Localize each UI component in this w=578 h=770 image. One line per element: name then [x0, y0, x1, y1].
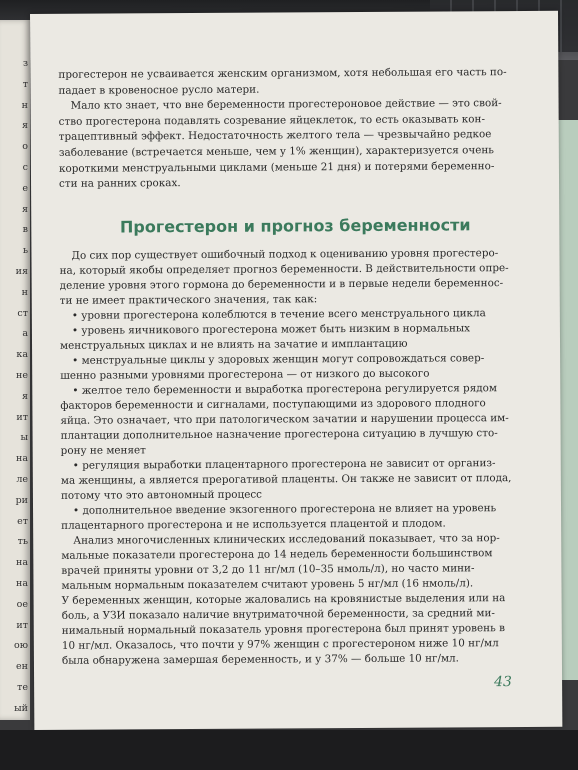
text-line: потому что это автономный процесс: [60, 488, 263, 502]
text-line: заболевание (встречается меньше, чем у 1% женщин), характеризуется очень: [58, 144, 494, 159]
text-line: • желтое тело беременности и выработка прогестерона регулируется рядом: [72, 382, 498, 397]
text-line: • уровень яичникового прогестерона может быть низким в нормальных: [71, 322, 471, 337]
left-page-fragment: е: [22, 182, 28, 194]
left-page-fragment: я: [22, 120, 28, 132]
text-line: трацептивный эффект. Недостаточность желтого тела — чрезвычайно редкое: [58, 128, 492, 144]
text-line: плантации дополнительное назначение прогестерона ситуацию в лучшую сто-: [60, 427, 498, 442]
bottom-shadow: [0, 730, 578, 770]
text-line: • регуляция выработки плацентарного прогестерона не зависит от организ-: [72, 457, 496, 472]
left-page-fragment: ою: [14, 640, 28, 652]
text-line: 10 нг/мл. Оказалось, что почти у 97% женщин с прогестероном ниже 10 нг/мл: [61, 637, 499, 652]
text-line: нимальный нормальный показатель уровня прогестерона был принят уровень в: [61, 622, 505, 637]
text-line: • менструальные циклы у здоровых женщин могут сопровождаться совер-: [72, 352, 485, 367]
left-page-fragment: а: [22, 328, 28, 340]
left-page-fragment: ый: [14, 702, 28, 714]
left-page-fragment: н: [21, 286, 28, 298]
left-page-fragment: ы: [20, 432, 28, 444]
left-page-fragment: ст: [17, 307, 28, 319]
text-line: Анализ многочисленных клинических исследований показывает, что за нор-: [73, 532, 500, 547]
left-page-fragment: я: [22, 203, 28, 215]
text-line: прогестерон не усваивается женским организмом, хотя небольшая его часть по-: [58, 66, 507, 81]
left-page-fragment: ое: [16, 598, 28, 610]
text-line: падает в кровеносное русло матери.: [58, 83, 260, 97]
book-page: [30, 11, 562, 730]
text-line: ти не имеет практического значения, так как:: [59, 293, 318, 307]
page-number: 43: [494, 674, 512, 691]
text-line: короткими менструальными циклами (меньше 21 дня) и потерями беременно-: [58, 159, 495, 175]
left-page-fragment: я: [22, 390, 28, 402]
text-line: яйца. Это означает, что при патологическом зачатии и нарушении процесса им-: [60, 412, 509, 427]
text-line: деление уровня этого гормона до беременности и в первые недели беременнос-: [59, 277, 504, 292]
left-page-fragment: н: [21, 99, 28, 111]
text-line: мальным нормальным показателем считают уровень 5 нг/мл (16 нмоль/л).: [61, 577, 474, 592]
left-page-fragment: ен: [16, 661, 28, 673]
text-line: на, который якобы определяет прогноз беременности. В действительности опре-: [59, 262, 509, 277]
text-line: шенно разными уровнями прогестерона — от низкого до высокого: [60, 367, 430, 382]
text-line: плацентарного прогестерона и не используется плацентой и плодом.: [61, 517, 446, 532]
left-page-fragment: на: [16, 453, 28, 465]
left-page-fragment: ит: [16, 619, 28, 631]
text-line: рону не меняет: [60, 444, 146, 457]
text-line: боль, а УЗИ показало наличие внутриматочной беременности, за средний ми-: [61, 607, 495, 622]
left-page-fragment: ет: [17, 515, 28, 527]
left-page-fragment: ия: [15, 266, 28, 277]
left-page-edge: [0, 20, 30, 720]
text-line: До сих пор существует ошибочный подход к оцениванию уровня прогестеро-: [71, 247, 499, 262]
left-page-fragment: ь: [22, 245, 28, 257]
left-page-fragment: не: [16, 370, 28, 381]
text-line: • уровни прогестерона колеблются в течение всего менструального цикла: [71, 307, 486, 322]
text-line: менструальных циклах и не влиять на зачатие и имплантацию: [59, 337, 408, 352]
text-line: сти на ранних сроках.: [59, 177, 181, 191]
text-line: ство прогестерона подавлять созревание яйцеклеток, то есть оказывать кон-: [58, 113, 485, 128]
left-page-fragment: те: [17, 682, 28, 693]
text-line: Мало кто знает, что вне беременности прогестероновое действие — это свой-: [70, 97, 502, 112]
left-page-fragment: з: [22, 58, 28, 69]
left-page-fragment: на: [16, 578, 28, 589]
left-page-fragment: ка: [16, 349, 28, 361]
text-line: ма женщины, а является прерогативой плаценты. Он также не зависит от плода,: [60, 472, 512, 487]
text-line: была обнаружена замершая беременность, и у 37% — больше 10 нг/мл.: [61, 652, 459, 667]
left-page-fragment: о: [22, 141, 28, 153]
left-page-fragment: на: [16, 557, 28, 569]
text-line: факторов беременности и сигналами, поступающими из здорового плодного: [60, 397, 486, 412]
section-heading: Прогестерон и прогноз беременности: [119, 215, 471, 237]
text-line: мальные показатели прогестерона до 14 недель беременности большинством: [61, 547, 493, 562]
left-page-fragment: с: [22, 162, 28, 173]
left-page-fragment: ри: [15, 494, 28, 506]
left-page-fragment: ть: [17, 536, 28, 548]
text-line: У беременных женщин, которые жаловались на кровянистые выделения или на: [61, 592, 506, 607]
left-page-fragment: ле: [16, 474, 28, 485]
left-page-fragment: т: [22, 78, 28, 90]
left-page-fragment: в: [22, 224, 28, 236]
text-line: врачей приняты уровни от 3,2 до 11 нг/мл (10–35 нмоль/л), но часто мини-: [61, 562, 475, 577]
text-line: • дополнительное введение экзогенного прогестерона не влияет на уровень: [72, 502, 497, 517]
left-page-fragment: ит: [16, 411, 28, 423]
